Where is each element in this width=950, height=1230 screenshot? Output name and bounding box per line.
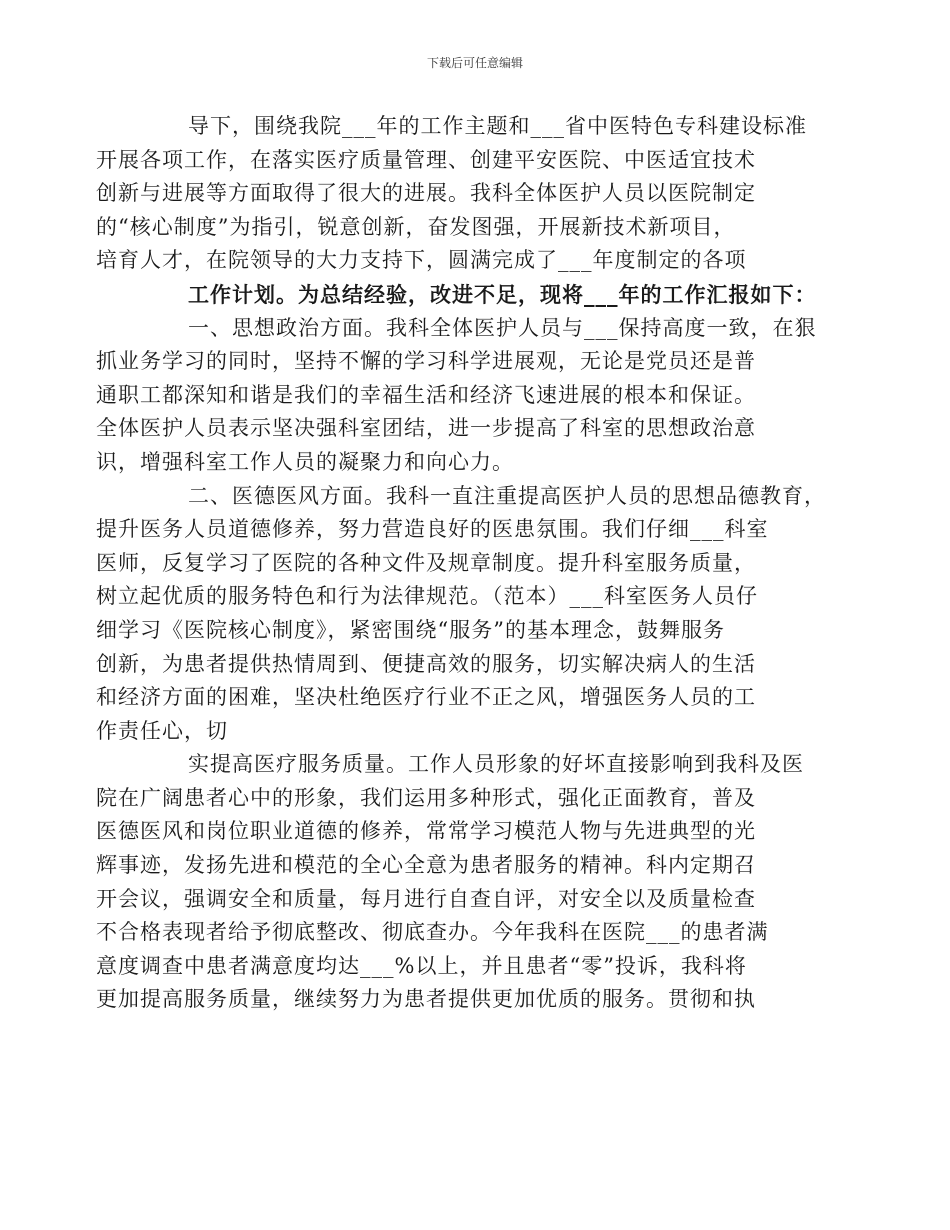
paragraph-summary-heading — [142, 278, 822, 312]
text-line: 创新，为患者提供热情周到、便捷高效的服务，切实解决病人的生活 — [96, 651, 756, 676]
text-line: 开会议，强调安全和质量，每月进行自查自评，对安全以及质量检查 — [96, 886, 756, 911]
text-line: 更加提高服务质量，继续努力为患者提供更加优质的服务。贯彻和执 — [96, 987, 756, 1012]
text-line: 医德医风和岗位职业道德的修养，常常学习模范人物与先进典型的光 — [96, 819, 756, 844]
paragraph-political — [96, 312, 822, 480]
paragraph-intro — [96, 110, 822, 278]
text-line: 抓业务学习的同时，坚持不懈的学习科学进展观，无论是党员还是普 — [96, 349, 756, 374]
text-line: 的“核心制度”为指引，锐意创新，奋发图强，开展新技术新项目， — [96, 214, 736, 239]
text-line: 培育人才，在院领导的大力支持下，圆满完成了___年度制定的各项 — [96, 248, 747, 273]
text-line: 实提高医疗服务质量。工作人员形象的好坏直接影响到我科及医 — [188, 752, 804, 777]
text-line: 全体医护人员表示坚决强科室团结，进一步提高了科室的思想政治意 — [96, 416, 756, 441]
text-line: 导下，围绕我院___年的工作主题和___省中医特色专科建设标准 — [188, 114, 807, 138]
text-line: 医师，反复学习了医院的各种文件及规章制度。提升科室服务质量， — [96, 550, 756, 575]
text-line: 提升医务人员道德修养，努力营造良好的医患氛围。我们仔细___科室 — [96, 517, 769, 542]
text-line: 创新与进展等方面取得了很大的进展。我科全体医护人员以医院制定 — [96, 181, 756, 206]
paragraph-service-quality — [96, 748, 822, 1017]
text-line: 一、思想政治方面。我科全体医护人员与___保持高度一致，在狠 — [188, 315, 817, 340]
text-line: 意度调查中患者满意度均达___%以上，并且患者“零”投诉，我科将 — [96, 953, 747, 978]
text-line: 和经济方面的困难，坚决杜绝医疗行业不正之风，增强医务人员的工 — [96, 685, 756, 710]
text-line: 开展各项工作，在落实医疗质量管理、创建平安医院、中医适宜技术 — [96, 147, 756, 172]
text-line: 识，增强科室工作人员的凝聚力和向心力。 — [96, 449, 514, 474]
document-body — [96, 110, 826, 1017]
text-line: 细学习《医院核心制度》，紧密围绕“服务”的基本理念，鼓舞服务 — [96, 617, 725, 642]
text-line: 作责任心，切 — [96, 718, 228, 743]
text-line: 不合格表现者给予彻底整改、彻底查办。今年我科在医院___的患者满 — [96, 920, 769, 945]
text-line: 树立起优质的服务特色和行为法律规范。（范本）___科室医务人员仔 — [96, 584, 758, 609]
text-line: 通职工都深知和谐是我们的幸福生活和经济飞速进展的根本和保证。 — [96, 382, 756, 407]
page-header: 下载后可任意编辑 — [426, 56, 523, 70]
paragraph-ethics — [96, 480, 826, 749]
text-line: 辉事迹，发扬先进和模范的全心全意为患者服务的精神。科内定期召 — [96, 853, 756, 878]
text-line: 院在广阔患者心中的形象，我们运用多种形式，强化正面教育，普及 — [96, 785, 756, 810]
text-line: 工作计划。为总结经验，改进不足，现将___年的工作汇报如下： — [188, 281, 817, 307]
text-line: 二、医德医风方面。我科一直注重提高医护人员的思想品德教育， — [188, 483, 826, 508]
